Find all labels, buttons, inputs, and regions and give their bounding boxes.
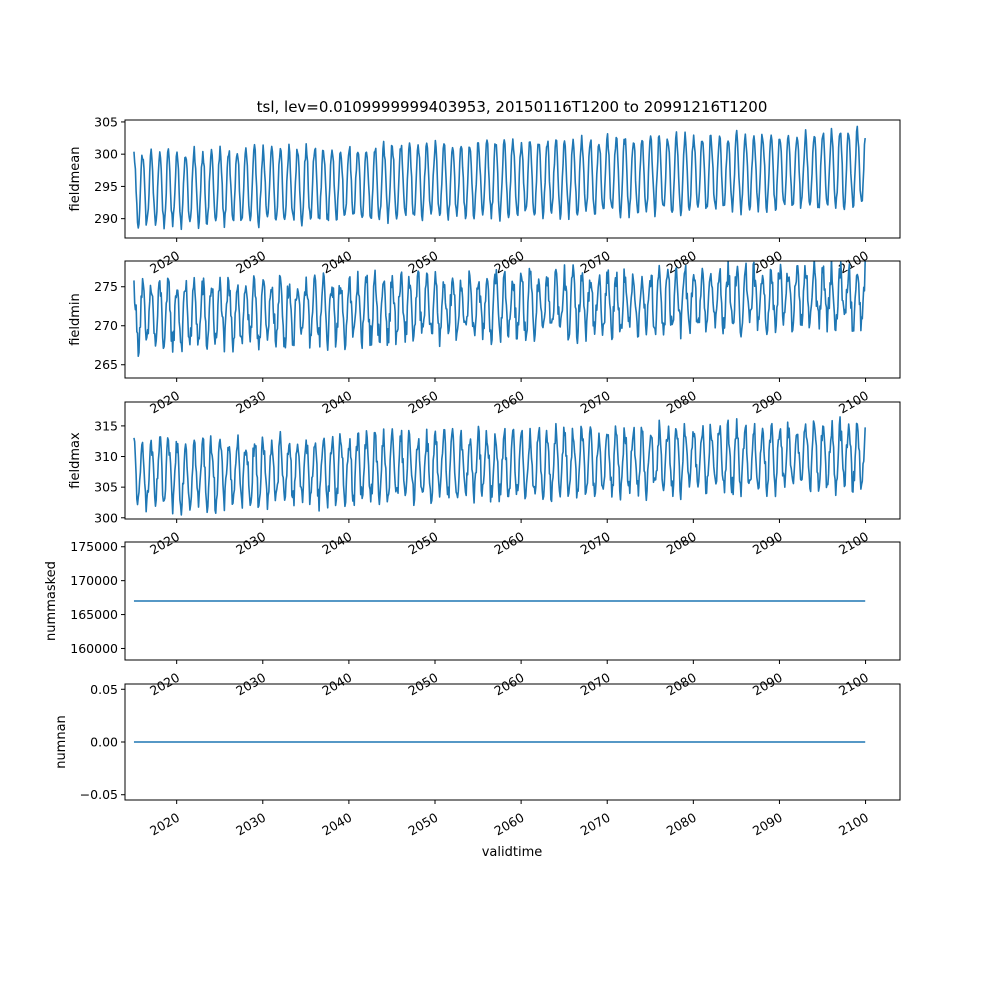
y-tick-label: 160000 [70,640,118,656]
y-tick-label: 315 [94,418,118,434]
y-tick-label: 310 [94,449,118,465]
x-tick-label: 2070 [577,809,613,839]
x-tick-label: 2050 [405,669,441,699]
x-axis-label: validtime [481,845,543,860]
x-tick-label: 2080 [663,809,699,839]
x-tick-label: 2050 [405,247,441,277]
x-tick-label: 2080 [663,528,699,558]
y-axis-label-fieldmean: fieldmean [68,146,83,212]
x-tick-label: 2100 [836,247,872,277]
x-tick-label: 2030 [233,809,269,839]
figure-title: tsl, lev=0.0109999999403953, 20150116T1200 to 20991216T1200 [256,98,768,116]
x-tick-label: 2100 [836,669,872,699]
y-tick-label: 265 [94,357,118,373]
x-tick-label: 2030 [233,528,269,558]
x-tick-label: 2060 [491,387,527,417]
x-tick-label: 2030 [233,669,269,699]
x-tick-label: 2040 [319,528,355,558]
y-axis-label-numnan: numnan [54,715,69,769]
y-tick-label: 170000 [70,573,118,589]
x-tick-label: 2020 [147,387,183,417]
x-tick-label: 2020 [147,809,183,839]
y-tick-label: 275 [94,279,118,295]
x-tick-label: 2070 [577,669,613,699]
x-tick-label: 2020 [147,528,183,558]
x-tick-label: 2100 [836,387,872,417]
y-tick-label: 300 [94,146,118,162]
x-tick-label: 2100 [836,528,872,558]
x-tick-label: 2080 [663,247,699,277]
y-tick-label: 305 [94,114,118,130]
y-tick-label: 270 [94,318,118,334]
x-tick-label: 2070 [577,387,613,417]
x-tick-label: 2020 [147,669,183,699]
x-tick-label: 2090 [749,387,785,417]
x-tick-label: 2090 [749,247,785,277]
x-tick-label: 2100 [836,809,872,839]
x-tick-label: 2070 [577,528,613,558]
y-tick-label: 175000 [70,539,118,555]
x-tick-label: 2060 [491,809,527,839]
y-tick-label: −0.05 [79,787,118,803]
x-tick-label: 2050 [405,809,441,839]
x-tick-label: 2050 [405,528,441,558]
x-tick-label: 2040 [319,387,355,417]
x-tick-label: 2090 [749,528,785,558]
x-tick-label: 2090 [749,809,785,839]
x-tick-label: 2070 [577,247,613,277]
x-tick-label: 2040 [319,809,355,839]
x-tick-label: 2080 [663,669,699,699]
x-tick-label: 2040 [319,247,355,277]
x-tick-label: 2060 [491,669,527,699]
y-axis-label-fieldmax: fieldmax [68,432,83,489]
x-tick-label: 2060 [491,247,527,277]
x-tick-label: 2060 [491,528,527,558]
x-tick-label: 2020 [147,247,183,277]
y-tick-label: 165000 [70,607,118,623]
x-tick-label: 2080 [663,387,699,417]
y-tick-label: 305 [94,479,118,495]
y-axis-label-fieldmin: fieldmin [68,293,83,346]
y-tick-label: 0.00 [90,734,118,750]
x-tick-label: 2030 [233,387,269,417]
x-tick-label: 2030 [233,247,269,277]
x-tick-label: 2050 [405,387,441,417]
x-tick-label: 2040 [319,669,355,699]
y-tick-label: 295 [94,178,118,194]
y-axis-label-nummasked: nummasked [44,561,59,641]
y-tick-label: 0.05 [90,681,118,697]
y-tick-label: 300 [94,510,118,526]
y-tick-label: 290 [94,211,118,227]
x-tick-label: 2090 [749,669,785,699]
